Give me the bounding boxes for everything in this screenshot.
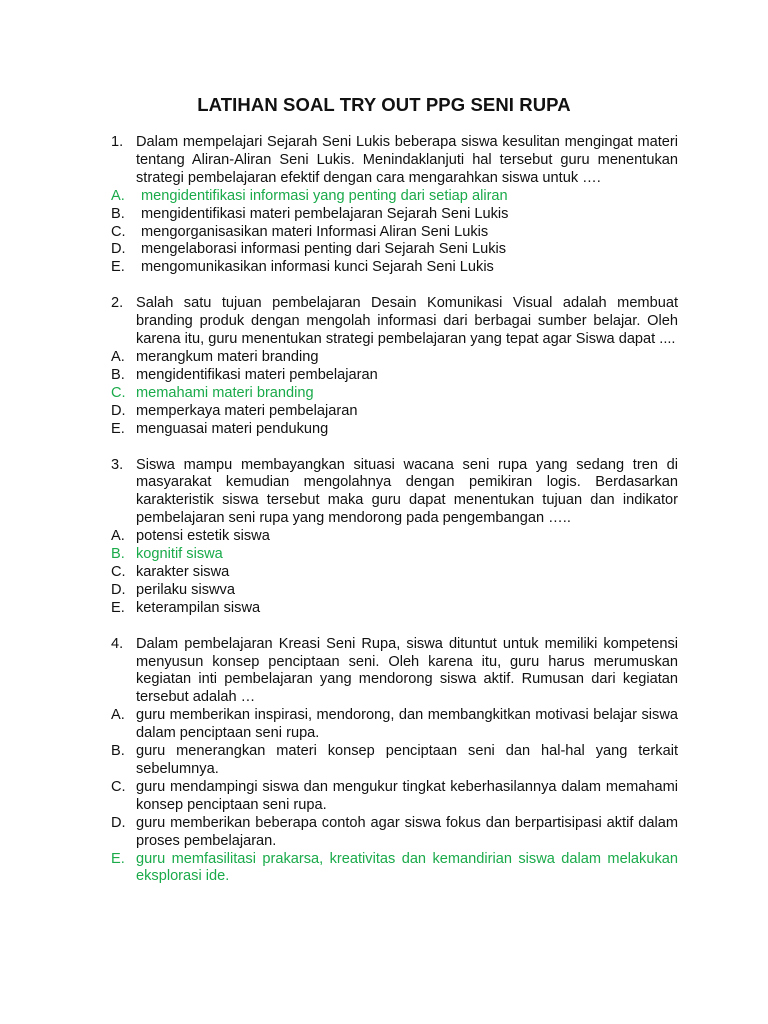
option-letter: D. xyxy=(111,581,126,598)
option-e xyxy=(111,600,678,618)
page-title: LATIHAN SOAL TRY OUT PPG SENI RUPA xyxy=(197,94,571,115)
option-letter: A. xyxy=(111,187,125,204)
question-1 xyxy=(111,134,678,277)
option-letter: E. xyxy=(111,850,125,867)
option-letter: A. xyxy=(111,528,125,545)
question-text: Salah satu tujuan pembelajaran Desain Komunikasi Visual adalah membuat branding produk dengan mengolah informasi dari berbagai sumber belajar. Oleh karena itu, guru menentukan strategi pembelajaran yang tepat agar Siswa dapat .... xyxy=(136,295,678,348)
option-letter: E. xyxy=(111,599,125,616)
question-number: 2. xyxy=(111,295,124,312)
question-stem xyxy=(111,134,678,188)
option-letter: C. xyxy=(111,223,126,240)
question-number: 4. xyxy=(111,635,124,652)
option-letter: B. xyxy=(111,546,125,563)
option-letter: B. xyxy=(111,366,125,383)
option-c xyxy=(111,779,678,815)
option-list xyxy=(111,188,678,278)
option-a xyxy=(111,528,678,546)
option-c xyxy=(111,385,678,403)
option-letter: A. xyxy=(111,348,125,365)
option-text: mengidentifikasi informasi yang penting dari setiap aliran xyxy=(141,187,508,204)
option-a xyxy=(111,188,678,206)
option-text: potensi estetik siswa xyxy=(136,528,270,545)
option-text: menguasai materi pendukung xyxy=(136,420,329,437)
option-text: guru memberikan beberapa contoh agar siswa fokus dan berpartisipasi aktif dalam proses pembelajaran. xyxy=(136,814,678,849)
option-letter: D. xyxy=(111,241,126,258)
question-stem xyxy=(111,636,678,708)
option-text: memperkaya materi pembelajaran xyxy=(136,402,358,419)
option-letter: E. xyxy=(111,259,125,276)
option-letter: B. xyxy=(111,743,125,760)
option-text: mengomunikasikan informasi kunci Sejarah Seni Lukis xyxy=(141,259,494,276)
question-3 xyxy=(111,457,678,618)
question-text: Dalam mempelajari Sejarah Seni Lukis beberapa siswa kesulitan mengingat materi tentang Aliran-Aliran Seni Lukis. Menindaklanjuti hal tersebut guru menentukan strategi pembelajaran efektif dengan cara mengarahkan siswa untuk …. xyxy=(136,134,678,186)
question-number: 3. xyxy=(111,456,124,473)
option-e xyxy=(111,259,678,277)
option-text: guru memberikan inspirasi, mendorong, dan membangkitkan motivasi belajar siswa dalam penciptaan seni rupa. xyxy=(136,707,678,742)
option-letter: C. xyxy=(111,384,126,401)
option-text: merangkum materi branding xyxy=(136,348,319,365)
option-list xyxy=(111,528,678,618)
option-letter: D. xyxy=(111,402,126,419)
question-list xyxy=(111,134,678,904)
option-text: mengidentifikasi materi pembelajaran xyxy=(136,366,378,383)
option-text: mengorganisasikan materi Informasi Aliran Seni Lukis xyxy=(141,223,489,240)
option-b xyxy=(111,367,678,385)
option-b xyxy=(111,206,678,224)
question-number: 1. xyxy=(111,134,124,150)
option-letter: C. xyxy=(111,778,126,795)
option-text: kognitif siswa xyxy=(136,546,223,563)
option-c xyxy=(111,224,678,242)
option-e xyxy=(111,851,678,887)
option-d xyxy=(111,582,678,600)
option-a xyxy=(111,707,678,743)
option-text: karakter siswa xyxy=(136,563,230,580)
option-letter: E. xyxy=(111,420,125,437)
option-c xyxy=(111,564,678,582)
question-stem xyxy=(111,295,678,349)
option-text: perilaku siswva xyxy=(136,581,235,598)
option-b xyxy=(111,546,678,564)
option-text: mengidentifikasi materi pembelajaran Sejarah Seni Lukis xyxy=(141,205,509,222)
option-letter: C. xyxy=(111,563,126,580)
option-text: mengelaborasi informasi penting dari Sejarah Seni Lukis xyxy=(141,241,507,258)
option-letter: B. xyxy=(111,205,125,222)
option-e xyxy=(111,421,678,439)
option-text: guru memfasilitasi prakarsa, kreativitas dan kemandirian siswa dalam melakukan eksplorasi ide. xyxy=(136,850,678,885)
option-text: keterampilan siswa xyxy=(136,599,261,616)
option-letter: A. xyxy=(111,707,125,724)
option-letter: D. xyxy=(111,814,126,831)
option-d xyxy=(111,241,678,259)
question-2 xyxy=(111,295,678,438)
question-text: Dalam pembelajaran Kreasi Seni Rupa, siswa dituntut untuk memiliki kompetensi menyusun konsep penciptaan seni. Oleh karena itu, guru harus merumuskan kegiatan inti pembelajaran yang mendorong siswa aktif. Rumusan dari kegiatan tersebut adalah … xyxy=(136,635,678,706)
option-list xyxy=(111,349,678,439)
option-list xyxy=(111,707,678,886)
option-a xyxy=(111,349,678,367)
option-text: guru menerangkan materi konsep penciptaan seni dan hal-hal yang terkait sebelumnya. xyxy=(136,743,678,777)
question-stem xyxy=(111,457,678,529)
option-d xyxy=(111,403,678,421)
option-d xyxy=(111,815,678,851)
option-b xyxy=(111,743,678,779)
option-text: guru mendampingi siswa dan mengukur tingkat keberhasilannya dalam memahami konsep penciptaan seni rupa. xyxy=(136,778,678,813)
option-text: memahami materi branding xyxy=(136,384,314,401)
question-text: Siswa mampu membayangkan situasi wacana seni rupa yang sedang tren di masyarakat kemudian mengolahnya dengan pemikiran logis. Berdasarkan karakteristik siswa tersebut maka guru dapat menentukan tujuan dan indikator pembelajaran seni rupa yang mendorong pada pengembangan ….. xyxy=(136,456,678,527)
question-4 xyxy=(111,636,678,887)
